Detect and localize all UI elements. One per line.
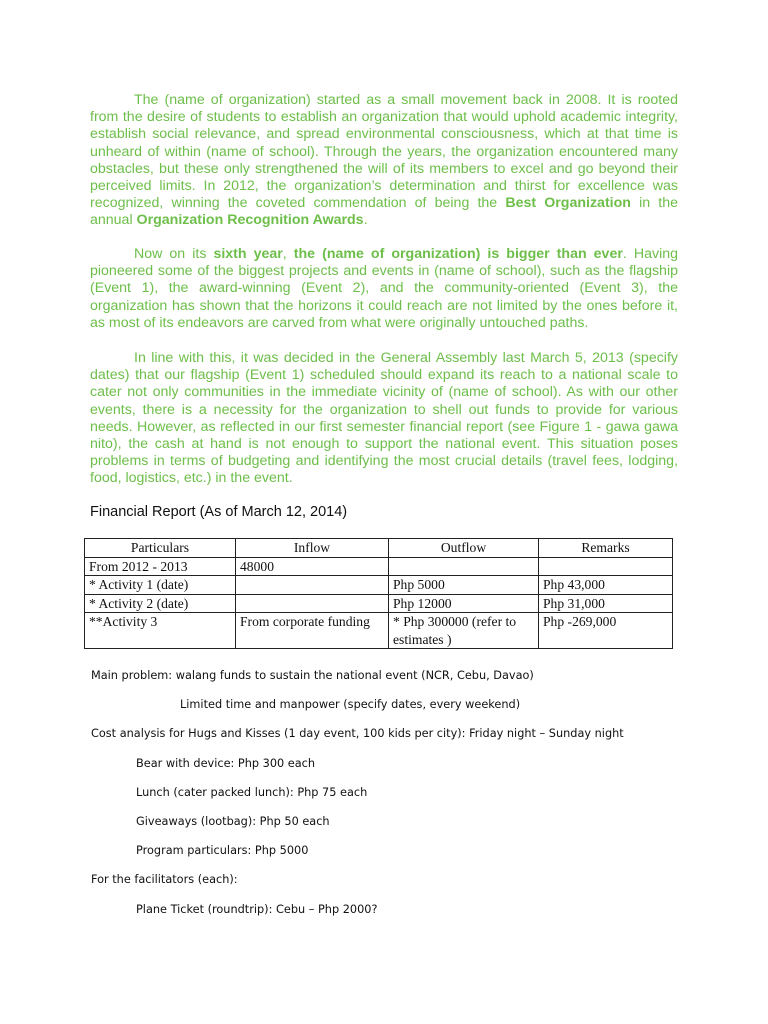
note-cost-analysis: Cost analysis for Hugs and Kisses (1 day event, 100 kids per city): Friday night – Sunday night <box>91 727 624 740</box>
note-program-cost: Program particulars: Php 5000 <box>136 844 309 857</box>
table-cell: 48000 <box>236 557 389 576</box>
note-facilitators: For the facilitators (each): <box>91 873 238 886</box>
paragraph-growth <box>90 246 678 332</box>
p2-text-c: , <box>282 246 294 262</box>
header-outflow: Outflow <box>389 539 539 558</box>
table-header-row <box>85 539 673 558</box>
table-cell: * Activity 2 (date) <box>85 594 236 613</box>
p3-text: In line with this, it was decided in the General Assembly last March 5, 2013 (specify dates) that our flagship (Event 1) scheduled should expand its reach to a national scale to cater not only communities in the immediate vicinity of (name of school). As with our other events, there is a necessity for the organization to shell out funds to provide for various needs. However, as reflected in our first semester financial report (see Figure 1 - gawa gawa nito), the cash at hand is not enough to support the national event. This situation poses problems in terms of budgeting and identifying the most crucial details (travel fees, lodging, food, logistics, etc.) in the event. <box>90 350 678 487</box>
note-plane-ticket: Plane Ticket (roundtrip): Cebu – Php 2000? <box>136 903 378 916</box>
table-row <box>85 594 673 613</box>
paragraph-problem <box>90 350 678 488</box>
table-cell <box>236 594 389 613</box>
p1-text-e: . <box>363 212 368 229</box>
table-cell <box>539 557 673 576</box>
p1-award-name: Organization Recognition Awards <box>136 212 364 229</box>
table-row <box>85 613 673 649</box>
table-cell: Php 43,000 <box>539 576 673 595</box>
p2-sixth-year: sixth year <box>213 246 283 262</box>
note-limited-time: Limited time and manpower (specify dates, every weekend) <box>180 698 521 711</box>
note-giveaways-cost: Giveaways (lootbag): Php 50 each <box>136 815 330 828</box>
table-cell <box>236 576 389 595</box>
table-cell: From 2012 - 2013 <box>85 557 236 576</box>
p2-bigger-than-ever: the (name of organization) is bigger than ever <box>293 246 623 262</box>
financial-report-title: Financial Report (As of March 12, 2014) <box>90 504 348 520</box>
table-cell: From corporate funding <box>236 613 389 649</box>
note-lunch-cost: Lunch (cater packed lunch): Php 75 each <box>136 786 368 799</box>
table-cell: * Php 300000 (refer to estimates ) <box>389 613 539 649</box>
paragraph-history <box>90 92 678 230</box>
table-row <box>85 557 673 576</box>
header-inflow: Inflow <box>236 539 389 558</box>
p2-text-a: Now on its <box>134 246 214 262</box>
p2-text-e: . Having pioneered some of the biggest projects and events in (name of school), such as the flagship (Event 1), the award-winning (Event 2), and the community-oriented (Event 3), the organization has shown that the horizons it could reach are not limited by the ones before it, as most of its endeavors are carved from what were originally untouched paths. <box>90 246 678 331</box>
p1-text-a: The (name of organization) started as a small movement back in 2008. It is rooted from the desire of students to establish an organization that would uphold academic integrity, establish social relevance, and spread environmental consciousness, which at that time is unheard of within (name of school). Through the years, the organization encountered many obstacles, but these only strengthened the will of its members to excel and go beyond their perceived limits. In 2012, the organization’s determination and thirst for excellence was recognized, winning the coveted commendation of being the <box>90 92 678 212</box>
p1-text-c: in the annual <box>90 195 679 229</box>
table-cell: Php 5000 <box>389 576 539 595</box>
table-row <box>85 576 673 595</box>
p1-best-organization: Best Organization <box>505 195 631 212</box>
table-cell: Php 31,000 <box>539 594 673 613</box>
table-cell: Php 12000 <box>389 594 539 613</box>
table-cell <box>389 557 539 576</box>
note-main-problem: Main problem: walang funds to sustain the national event (NCR, Cebu, Davao) <box>91 669 534 682</box>
header-particulars: Particulars <box>85 539 236 558</box>
financial-report-table <box>84 538 673 649</box>
table-cell: **Activity 3 <box>85 613 236 649</box>
header-remarks: Remarks <box>539 539 673 558</box>
table-cell: * Activity 1 (date) <box>85 576 236 595</box>
table-cell: Php -269,000 <box>539 613 673 649</box>
note-bear-cost: Bear with device: Php 300 each <box>136 757 316 770</box>
